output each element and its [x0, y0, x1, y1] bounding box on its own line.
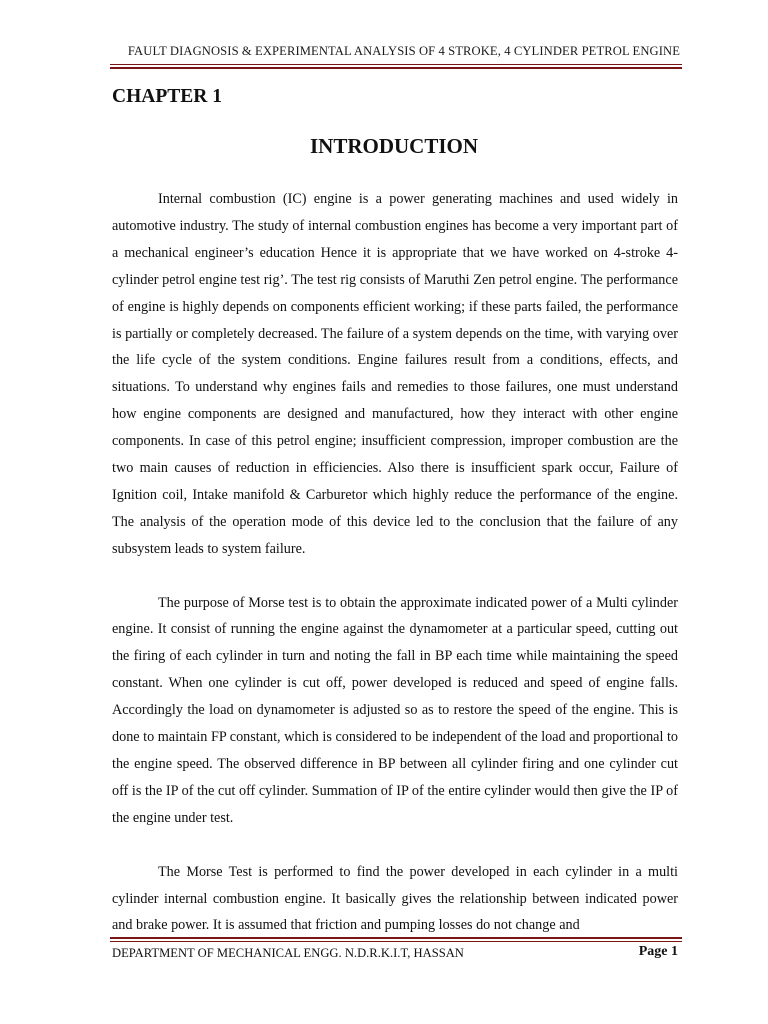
- body-text: [112, 186, 678, 939]
- paragraph-intro: Internal combustion (IC) engine is a power generating machines and used widely in automotive industry. The study of internal combustion engines has become a very important part of a mechanical engineer’s education Hence it is appropriate that we have worked on 4-stroke 4-cylinder petrol engine test rig’. The test rig consists of Maruthi Zen petrol engine. The performance of engine is highly depends on components efficient working; if these parts failed, the performance is partially or completely decreased. The failure of a system depends on the time, with varying over the life cycle of the system conditions. Engine failures result from a conditions, effects, and situations. To understand why engines fails and remedies to those failures, one must understand how engine components are designed and manufactured, how they interact with other engine components. In case of this petrol engine; insufficient compression, improper combustion are the two main causes of reduction in efficiencies. Also there is insufficient spark occur, Failure of Ignition coil, Intake manifold & Carburetor which highly reduce the performance of the engine. The analysis of the operation mode of this device led to the conclusion that the failure of any subsystem leads to system failure.: [112, 191, 678, 557]
- header-rule-thick: [110, 67, 682, 69]
- chapter-label: CHAPTER 1: [112, 86, 222, 107]
- section-title: INTRODUCTION: [309, 134, 479, 158]
- header-rule: [110, 64, 682, 65]
- running-header: FAULT DIAGNOSIS & EXPERIMENTAL ANALYSIS OF 4 STROKE, 4 CYLINDER PETROL ENGINE: [127, 44, 680, 58]
- footer-rule: [110, 941, 682, 942]
- paragraph-morse-test: The Morse Test is performed to find the power developed in each cylinder in a multi cylinder internal combustion engine. It basically gives the relationship between indicated power and brake power. It is assumed that friction and pumping losses do not change and: [112, 863, 678, 934]
- paragraph-morse-purpose: The purpose of Morse test is to obtain the approximate indicated power of a Multi cylinder engine. It consist of running the engine against the dynamometer at a particular speed, cutting out the firing of each cylinder in turn and noting the fall in BP each time while maintaining the speed constant. When one cylinder is cut off, power developed is reduced and speed of engine falls. Accordingly the load on dynamometer is adjusted so as to restore the speed of the engine. This is done to maintain FP constant, which is considered to be independent of the load and proportional to the engine speed. The observed difference in BP between all cylinder firing and one cylinder cut off is the IP of the cut off cylinder. Summation of IP of the entire cylinder would then give the IP of the engine under test.: [112, 594, 678, 826]
- footer-department: DEPARTMENT OF MECHANICAL ENGG. N.D.R.K.I.T, HASSAN: [112, 946, 464, 960]
- page-number: Page 1: [638, 944, 678, 959]
- footer-rule-thick: [110, 937, 682, 939]
